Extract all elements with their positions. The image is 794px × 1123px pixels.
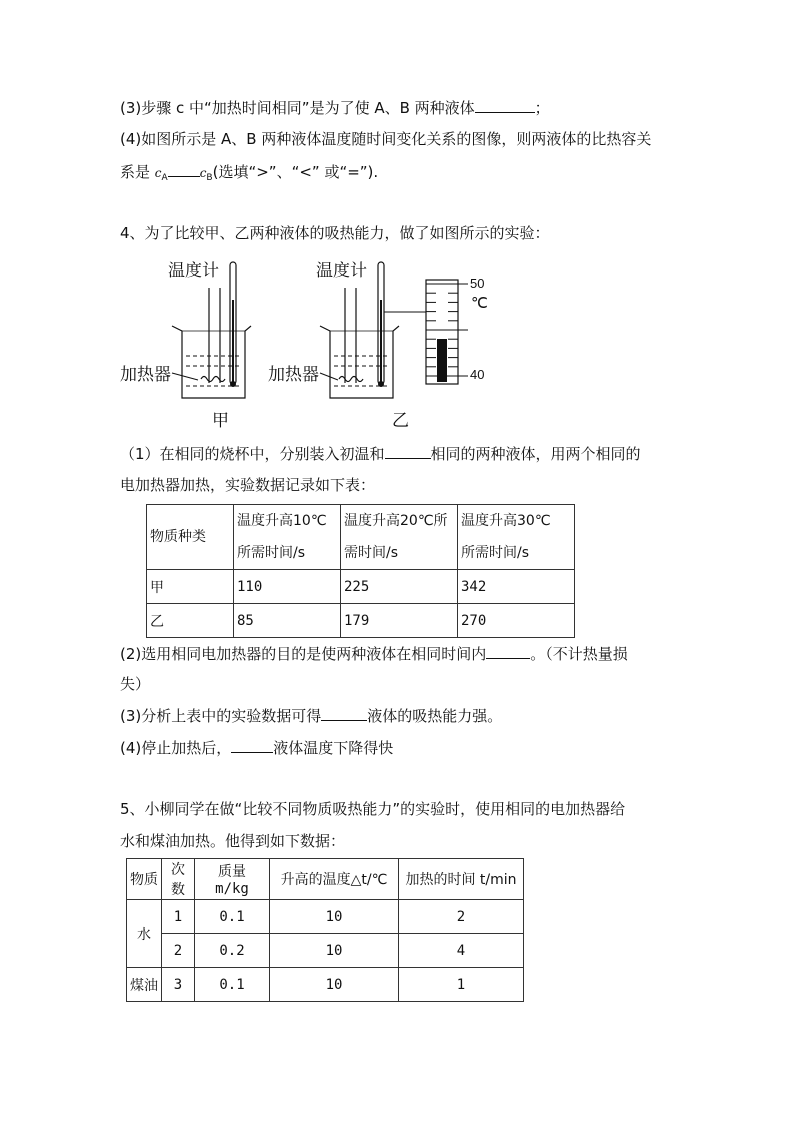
answer-blank[interactable] [231,736,273,753]
table-header-cell: 温度升高30℃ 所需时间/s [458,505,575,570]
answer-blank[interactable] [385,442,431,459]
q5-line1: 5、小柳同学在做“比较不同物质吸热能力”的实验时，使用相同的电加热器给 [120,800,626,818]
table-cell: 2 [399,900,524,934]
table-cell: 10 [270,900,399,934]
table-cell: 179 [341,604,458,638]
magnified-scale [426,276,488,384]
table-header-row [147,505,575,570]
table-cell: 10 [270,968,399,1002]
table-cell: 乙 [147,604,234,638]
table-header-cell: 质量 m/kg [195,859,270,900]
table-cell: 85 [234,604,341,638]
table-cell: 0.1 [195,968,270,1002]
table-header-cell: 物质种类 [147,505,234,570]
table-cell: 煤油 [127,968,162,1002]
table-row [127,968,524,1002]
right-heater-label: 加热器 [268,365,319,384]
table-row [147,604,575,638]
left-heater-label: 加热器 [120,365,171,384]
table-cell: 10 [270,934,399,968]
table-header-cell: 温度升高10℃ 所需时间/s [234,505,341,570]
table-cell: 甲 [147,570,234,604]
experiment-figure [0,0,794,440]
left-beaker [172,326,251,398]
left-heater-pointer [172,373,198,380]
q4-part1-line1: （1）在相同的烧杯中，分别装入初温和 相同的两种液体，用两个相同的 [120,442,641,465]
q4-part1-line2: 电加热器加热，实验数据记录如下表： [120,476,376,494]
scale-unit-label: ℃ [471,295,488,312]
table-cell: 2 [162,934,195,968]
q4-stem: 4、为了比较甲、乙两种液体的吸热能力，做了如图所示的实验： [120,224,550,242]
right-heater-pointer [320,373,338,380]
q5-data-table [126,858,524,1002]
table-header-cell: 次数 [162,859,195,900]
table-header-cell: 温度升高20℃所 需时间/s [341,505,458,570]
right-thermometer-label: 温度计 [316,261,367,280]
right-heater [339,288,363,383]
table-cell: 1 [162,900,195,934]
q4-part2-line2: 失） [120,675,151,693]
left-thermometer [230,262,236,387]
table-row [127,934,524,968]
q3-part4-line2: 系是 $c_A$ $c_B$(选填“>”、“<” 或“=”). [120,160,378,189]
q4-part2-line1: (2)选用相同电加热器的目的是使两种液体在相同时间内 。（不计热量损 [120,642,628,665]
left-thermometer-label: 温度计 [168,261,219,280]
answer-blank[interactable] [321,704,367,721]
table-header-row [127,859,524,900]
table-header-cell: 升高的温度△t/℃ [270,859,399,900]
table-cell: 4 [399,934,524,968]
scale-bottom-label: 40 [470,367,485,382]
q5-line2: 水和煤油加热。他得到如下数据： [120,832,346,850]
q3-part4-line1: (4)如图所示是 A、B 两种液体温度随时间变化关系的图像，则两液体的比热容关 [120,130,652,148]
q4-data-table [146,504,575,638]
right-thermometer [378,262,384,387]
table-cell: 342 [458,570,575,604]
right-caption: 乙 [392,411,409,430]
q3-part3: (3)步骤 c 中“加热时间相同”是为了使 A、B 两种液体 ； [120,96,550,119]
scale-top-label: 50 [470,276,485,291]
q4-part3: (3)分析上表中的实验数据可得 液体的吸热能力强。 [120,704,502,727]
table-cell: 0.2 [195,934,270,968]
left-heater [201,288,225,383]
table-row [147,570,575,604]
table-row [127,900,524,934]
table-cell: 270 [458,604,575,638]
left-caption: 甲 [212,411,229,430]
table-cell: 225 [341,570,458,604]
right-beaker [320,326,399,398]
table-cell: 0.1 [195,900,270,934]
q4-part4: (4)停止加热后， 液体温度下降得快 [120,736,393,759]
table-header-cell: 物质 [127,859,162,900]
table-cell: 水 [127,900,162,968]
table-cell: 110 [234,570,341,604]
table-cell: 1 [399,968,524,1002]
table-header-cell: 加热的时间 t/min [399,859,524,900]
table-cell: 3 [162,968,195,1002]
answer-blank[interactable] [486,642,530,659]
